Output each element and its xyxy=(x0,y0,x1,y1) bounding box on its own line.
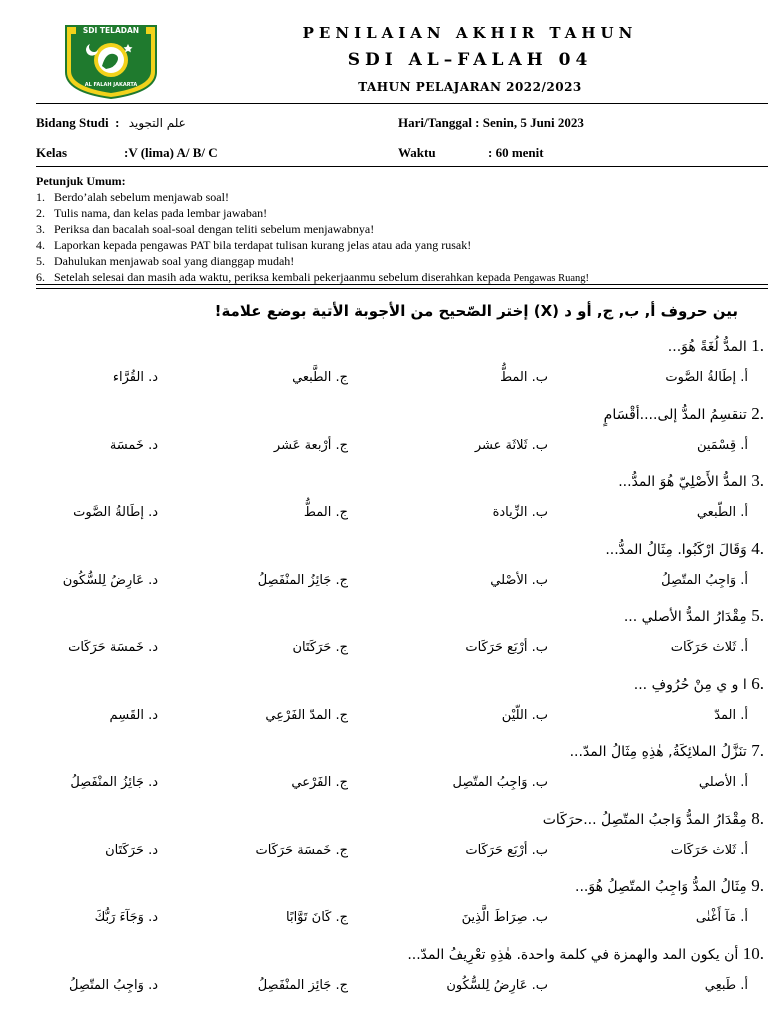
header-year: TAHUN PELAJARAN 2022/2023 xyxy=(358,80,582,94)
option-c: ج. جَائِز المنْفَصِلُ xyxy=(257,977,348,993)
school-logo xyxy=(62,22,160,100)
instruction-text: Berdo’alah sebelum menjawab soal! xyxy=(54,190,229,204)
question-text xyxy=(605,539,764,559)
kelas xyxy=(36,145,67,161)
question xyxy=(36,404,768,472)
question-text xyxy=(618,471,764,491)
option-c: ج. المدّ الفَرْعِي xyxy=(265,707,348,723)
option-d: د. عَارِضُ لِلسُّكُون xyxy=(62,572,158,588)
option-b: ب. اللّيْن xyxy=(501,707,548,723)
question-prompt: ا و ي مِنْ حُرُوفِ ... xyxy=(633,676,747,693)
option-a: أ. قِسْمَين xyxy=(696,437,748,453)
question-text xyxy=(570,741,764,761)
bidang-studi xyxy=(36,115,186,131)
options xyxy=(36,843,768,867)
options xyxy=(36,505,768,529)
option-d: د. خَمسَة حَرَكَات xyxy=(68,640,158,655)
option-c: ج. حَرَكَتَان xyxy=(292,640,348,655)
header-title: PENILAIAN AKHIR TAHUN xyxy=(302,24,638,42)
instruction-text: Tulis nama, dan kelas pada lembar jawaban! xyxy=(54,206,268,220)
question-text xyxy=(407,944,764,964)
instructions-divider-top xyxy=(36,284,768,285)
instruction-text: Dahulukan menjawab soal yang dianggap mudah! xyxy=(54,254,295,268)
options xyxy=(36,573,768,597)
hari-tanggal xyxy=(398,115,584,131)
question xyxy=(36,336,768,404)
question xyxy=(36,606,768,674)
options xyxy=(36,978,768,1002)
option-a: أ. الأصلي xyxy=(698,775,748,790)
option-c: ج. الفَرْعي xyxy=(291,775,348,790)
option-b: ب. المطُّ xyxy=(500,370,548,385)
question xyxy=(36,471,768,539)
instruction-text: Laporkan kepada pengawas PAT bila terdapat tulisan kurang jelas atau ada yang rusak! xyxy=(54,238,472,252)
option-a: أ. المدّ xyxy=(714,707,748,723)
question-number: 4. xyxy=(751,538,764,558)
instruction-item xyxy=(36,221,589,237)
question xyxy=(36,876,768,944)
instructions-title: Petunjuk Umum: xyxy=(36,174,126,188)
question-prompt: مِقْدَارُ المدُّ وَاجبُ المتّصِلُ ...حرَكَات xyxy=(542,811,747,828)
option-d: د. وَاجِبُ المتّصِلُ xyxy=(68,977,158,993)
question-prompt: أن يكون المد والهمزة في كلمة واحدة. هٰذِهِ تعْرِيفُ المدّ... xyxy=(407,946,739,963)
option-b: ب. وَاجِبُ المتّصِل xyxy=(452,775,548,790)
instructions-divider-bottom xyxy=(36,288,768,289)
question-number: 2. xyxy=(751,403,764,423)
question xyxy=(36,944,768,1012)
option-d: د. حَرَكَتَان xyxy=(105,842,158,858)
instructions-list xyxy=(36,189,589,287)
instruction-text: Setelah selesai dan masih ada waktu, periksa kembali pekerjaanmu sebelum diserahkan kepada xyxy=(54,270,514,284)
option-a: أ. ثَلاث حَرَكَات xyxy=(670,842,748,858)
option-b: ب. الأصْلي xyxy=(490,572,548,588)
instruction-item xyxy=(36,253,589,269)
question xyxy=(36,674,768,742)
option-c: ج. خَمسَة حَرَكَات xyxy=(255,842,348,858)
instruction-number: 5. xyxy=(36,254,45,268)
kelas-value: :V (lima) A/ B/ C xyxy=(124,145,218,160)
question-text xyxy=(604,404,764,424)
logo-text-bottom: AL FALAH JAKARTA xyxy=(84,82,138,88)
question-prompt: المدُّ لُغَةً هُوَ... xyxy=(667,339,747,355)
question-text xyxy=(575,876,764,896)
options xyxy=(36,640,768,664)
questions-list xyxy=(36,336,768,1011)
instruction-number: 2. xyxy=(36,206,45,220)
option-c: ج. المطُّ xyxy=(303,505,348,520)
question-number: 10. xyxy=(742,943,764,963)
question xyxy=(36,539,768,607)
question xyxy=(36,809,768,877)
option-a: أ. وَاجِبُ المتّصِلُ xyxy=(661,572,748,588)
kelas-value-wrap xyxy=(124,145,218,161)
waktu xyxy=(398,145,436,161)
option-c: ج. أرْبعة عَشر xyxy=(273,437,348,453)
options xyxy=(36,708,768,732)
option-a: أ. الطّبعي xyxy=(696,505,748,520)
options xyxy=(36,775,768,799)
bidang-value: علم التجويد xyxy=(128,116,186,130)
option-d: د. إطَالةُ الصَّوت xyxy=(73,505,158,520)
option-b: ب. ثَلاثَة عشر xyxy=(474,437,548,453)
question-prompt: مِقْدَارُ المدُّ الأصلي ... xyxy=(623,609,747,625)
question-number: 6. xyxy=(751,673,764,693)
option-c: ج. جَائِزُ المنْفَصِلُ xyxy=(257,572,348,588)
instruction-item xyxy=(36,237,589,253)
waktu-label: Waktu xyxy=(398,145,436,160)
question-number: 7. xyxy=(751,741,764,760)
logo-text-top: SDI TELADAN xyxy=(82,26,140,35)
question-number: 8. xyxy=(751,808,764,828)
waktu-value-wrap xyxy=(488,145,544,161)
question-prompt: المدُّ الأَصْلِيّ هُوَ المدُّ... xyxy=(618,474,747,490)
header-divider xyxy=(36,103,768,104)
instruction-number: 3. xyxy=(36,222,45,236)
instruction-text-tail: Pengawas Ruang! xyxy=(513,273,590,284)
option-d: د. القَسِم xyxy=(109,707,158,723)
question-text xyxy=(668,336,764,356)
bidang-label: Bidang Studi : xyxy=(36,115,120,130)
question-text xyxy=(624,606,764,626)
option-d: د. القُرَّاء xyxy=(112,370,158,385)
instruction-item xyxy=(36,189,589,205)
option-a: أ. ثَلاث حَرَكَات xyxy=(670,640,748,655)
question-number: 1. xyxy=(751,336,764,355)
instruction-number: 1. xyxy=(36,190,45,204)
option-b: ب. عَارِضُ لِلسُّكُون xyxy=(446,977,548,993)
option-d: د. خَمسَة xyxy=(109,437,158,453)
options xyxy=(36,438,768,462)
info-divider xyxy=(36,166,768,167)
question-prompt: وَقَالَ ارْكَبُوا. مِثَالُ المدُّ... xyxy=(605,541,747,558)
question-prompt: تنَزَّلُ الملائِكَةُ, هٰذِهِ مِثَالُ المدّ... xyxy=(569,744,747,760)
option-a: أ. مَآ أَغْنٰى xyxy=(695,910,748,925)
option-b: ب. أرْبَع حَرَكَات xyxy=(465,640,548,655)
hari-label: Hari/Tanggal : Senin, 5 Juni 2023 xyxy=(398,115,584,130)
options xyxy=(36,370,768,394)
question-prompt: مِثَالُ المدُّ وَاجِبُ المتّصِلُ هُوَ... xyxy=(575,879,747,895)
instruction-number: 6. xyxy=(36,270,45,284)
instruction-item xyxy=(36,205,589,221)
question-number: 3. xyxy=(751,471,764,490)
option-d: د. جَائِزُ المنْفَصِلُ xyxy=(70,775,158,790)
question-text xyxy=(634,674,764,694)
question-number: 9. xyxy=(751,876,764,895)
instruction-number: 4. xyxy=(36,238,45,252)
option-a: أ. طَبعِي xyxy=(704,977,748,993)
kelas-label: Kelas xyxy=(36,145,68,160)
option-b: ب. الزِّيادة xyxy=(492,505,548,520)
question-prompt: تنقسِمُ المدُّ إلى....أقْسَامٍ xyxy=(603,406,747,423)
option-a: أ. إطَالةُ الصَّوت xyxy=(665,370,748,385)
instruction-text: Periksa dan bacalah soal-soal dengan teliti sebelum menjawabnya! xyxy=(54,222,375,236)
option-c: ج. كَانَ تَوَّابًا xyxy=(285,910,348,925)
options xyxy=(36,910,768,934)
option-b: ب. صِرَاطَ الَّذِينَ xyxy=(461,910,548,925)
header-school: SDI AL–FALAH 04 xyxy=(347,50,593,70)
instructions xyxy=(36,173,589,287)
waktu-value: : 60 menit xyxy=(488,145,544,160)
question xyxy=(36,741,768,809)
question-text xyxy=(543,809,764,829)
questions-header: بين حروف أ, ب, ج, أو د (X) إختر الصّحيح من الأجوبة الأتية بوضع علامة! xyxy=(214,302,738,320)
question-number: 5. xyxy=(751,606,764,625)
option-d: د. وَجَآءَ رَبُّكَ xyxy=(94,910,158,925)
option-b: ب. أرْبَع حَرَكَات xyxy=(465,842,548,858)
option-c: ج. الطَّبعي xyxy=(292,370,348,385)
